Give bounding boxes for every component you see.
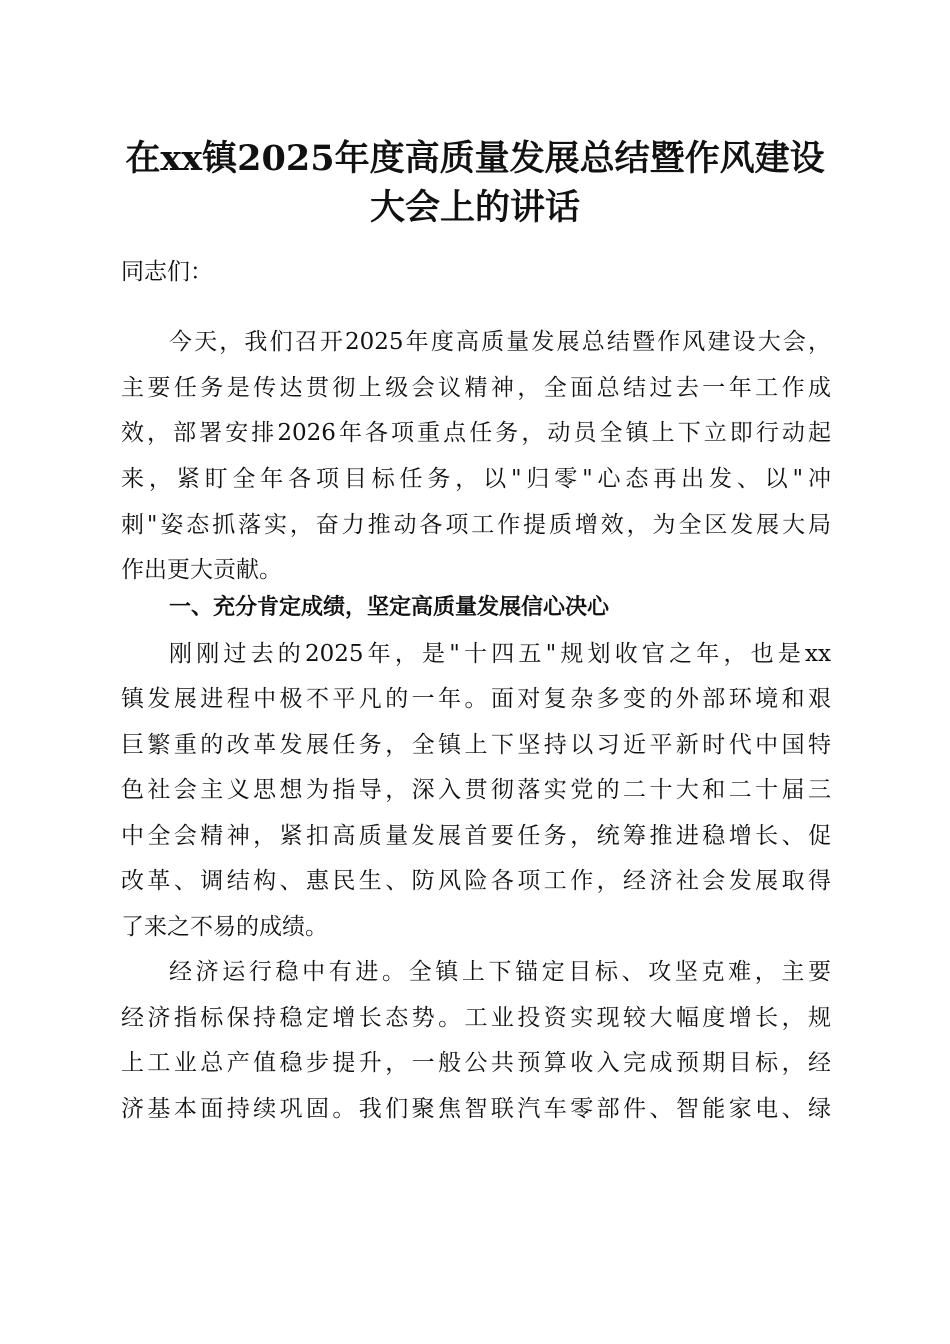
- paragraph-line: 济基本面持续巩固。我们聚焦智联汽车零部件、智能家电、绿: [121, 1096, 831, 1122]
- document-title-line-2: 大会上的讲话: [369, 187, 580, 228]
- paragraph-line: 镇发展进程中极不平凡的一年。面对复杂多变的外部环境和艰: [121, 686, 831, 712]
- paragraph-line: 效，部署安排2026年各项重点任务，动员全镇上下立即行动起: [121, 420, 831, 446]
- paragraph-line: 来，紧盯全年各项目标任务，以"归零"心态再出发、以"冲: [121, 466, 831, 492]
- document-title-line-1: 在xx镇2025年度高质量发展总结暨作风建设: [125, 138, 825, 179]
- paragraph-line: 改革、调结构、惠民生、防风险各项工作，经济社会发展取得: [121, 868, 831, 894]
- paragraph-line: 经济指标保持稳定增长态势。工业投资实现较大幅度增长，规: [121, 1005, 831, 1031]
- paragraph-line: 上工业总产值稳步提升，一般公共预算收入完成预期目标，经: [121, 1050, 831, 1076]
- paragraph-line: 今天，我们召开2025年度高质量发展总结暨作风建设大会，: [169, 329, 831, 355]
- paragraph-line: 中全会精神，紧扣高质量发展首要任务，统筹推进稳增长、促: [121, 823, 831, 849]
- section-heading: 一、充分肯定成绩，坚定高质量发展信心决心: [169, 595, 610, 620]
- paragraph-line: 巨繁重的改革发展任务，全镇上下坚持以习近平新时代中国特: [121, 732, 831, 758]
- paragraph-line: 了来之不易的成绩。: [121, 914, 328, 940]
- paragraph-line: 色社会主义思想为指导，深入贯彻落实党的二十大和二十届三: [121, 777, 831, 803]
- paragraph-line: 作出更大贡献。: [121, 557, 282, 583]
- paragraph-line: 主要任务是传达贯彻上级会议精神，全面总结过去一年工作成: [121, 375, 831, 401]
- paragraph-line: 经济运行稳中有进。全镇上下锚定目标、攻坚克难，主要: [169, 959, 831, 985]
- paragraph-line: 刺"姿态抓落实，奋力推动各项工作提质增效，为全区发展大局: [121, 512, 831, 538]
- salutation: 同志们：: [121, 259, 213, 285]
- paragraph-line: 刚刚过去的2025年，是"十四五"规划收官之年，也是xx: [169, 641, 831, 667]
